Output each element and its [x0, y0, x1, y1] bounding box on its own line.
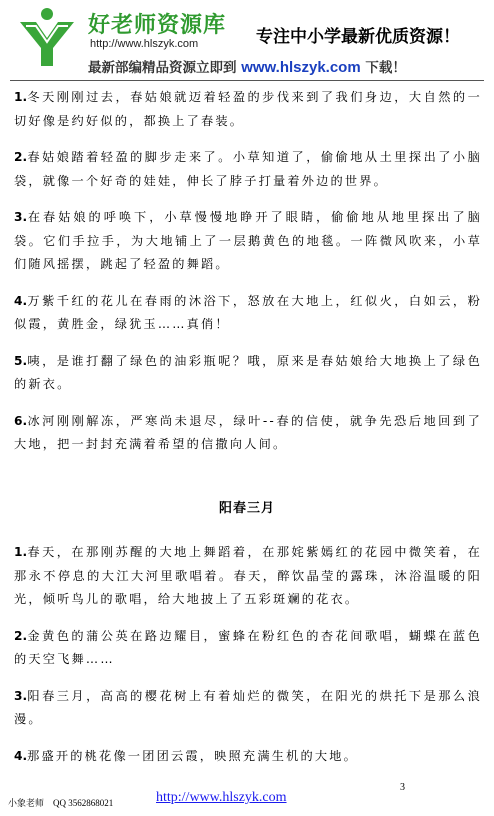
paragraph-text: 咦，是谁打翻了绿色的油彩瓶呢？哦，原来是春姑娘给大地换上了绿色的新衣。: [14, 353, 482, 391]
paragraph: [14, 86, 482, 133]
header-divider: [10, 80, 484, 81]
paragraph-text: 在春姑娘的呼唤下，小草慢慢地睁开了眼睛，偷偷地从地里探出了脑袋。它们手拉手，为大地铺上了一层鹅黄色的地毯。一阵微风吹来，小草们随风摇摆，跳起了轻盈的舞蹈。: [14, 210, 482, 271]
paragraph-text: 冬天刚刚过去，春姑娘就迈着轻盈的步伐来到了我们身边，大自然的一切好像是约好似的，都换上了春装。: [14, 90, 482, 128]
paragraph-number: 4.: [14, 748, 28, 763]
paragraph: [14, 685, 482, 732]
section-1: [14, 86, 482, 470]
header-subline: [88, 56, 406, 76]
subline-suffix: 下载！: [365, 60, 406, 76]
paragraph: [14, 290, 482, 337]
paragraph-number: 4.: [14, 293, 28, 308]
footer-link[interactable]: http://www.hlszyk.com: [156, 790, 287, 805]
paragraph-text: 春姑娘踏着轻盈的脚步走来了。小草知道了，偷偷地从土里探出了小脑袋，就像一个好奇的娃娃，伸长了脖子打量着外边的世界。: [14, 150, 482, 188]
paragraph-number: 2.: [14, 628, 28, 643]
section-title: 阳春三月: [218, 501, 275, 516]
paragraph-text: 春天，在那刚苏醒的大地上舞蹈着，在那姹紫嫣红的花园中微笑着，在那永不停息的大江大河里歌唱着。春天，醉饮晶莹的露珠，沐浴温暖的阳光，倾听鸟儿的歌唱，给大地披上了五彩斑斓的花衣。: [14, 545, 482, 606]
paragraph-number: 3.: [14, 688, 28, 703]
paragraph-number: 1.: [14, 90, 28, 104]
section-2: [14, 541, 482, 781]
paragraph-text: 万紫千红的花儿在春雨的沐浴下，怒放在大地上，红似火，白如云，粉似霞，黄胜金，绿犹玉……真俏！: [14, 293, 482, 331]
paragraph: [14, 745, 482, 769]
paragraph: [14, 410, 482, 457]
page-number: 3: [400, 782, 405, 793]
paragraph-text: 金黄色的蒲公英在路边耀目，蜜蜂在粉红色的杏花间歌唱，蝴蝶在蓝色的天空飞舞……: [14, 628, 482, 666]
subline-prefix: 最新部编精品资源立即到: [88, 60, 237, 76]
paragraph-text: 阳春三月，高高的樱花树上有着灿烂的微笑，在阳光的烘托下是那么浪漫。: [14, 688, 482, 726]
paragraph-number: 5.: [14, 353, 28, 368]
paragraph: [14, 206, 482, 277]
subline-link[interactable]: www.hlszyk.com: [241, 59, 361, 76]
footer-contact: 小象老师 QQ 3562868021: [8, 798, 114, 808]
paragraph-number: 1.: [14, 545, 28, 559]
paragraph: [14, 625, 482, 672]
paragraph: [14, 350, 482, 397]
paragraph-text: 冰河刚刚解冻，严寒尚未退尽，绿叶--春的信使，就争先恐后地回到了大地，把一封封充满着希望的信撒向人间。: [14, 413, 482, 451]
paragraph: [14, 146, 482, 193]
paragraph-text: 那盛开的桃花像一团团云霞，映照充满生机的大地。: [27, 748, 359, 763]
header-slogan: 专注中小学最新优质资源！: [256, 27, 460, 47]
brand-url[interactable]: http://www.hlszyk.com: [90, 38, 199, 50]
paragraph-number: 3.: [14, 210, 28, 224]
paragraph-number: 2.: [14, 150, 28, 164]
paragraph-number: 6.: [14, 413, 28, 428]
page-header: [0, 0, 494, 82]
paragraph: [14, 541, 482, 612]
brand-name: 好老师资源库: [88, 13, 227, 38]
logo-icon: [16, 6, 78, 68]
